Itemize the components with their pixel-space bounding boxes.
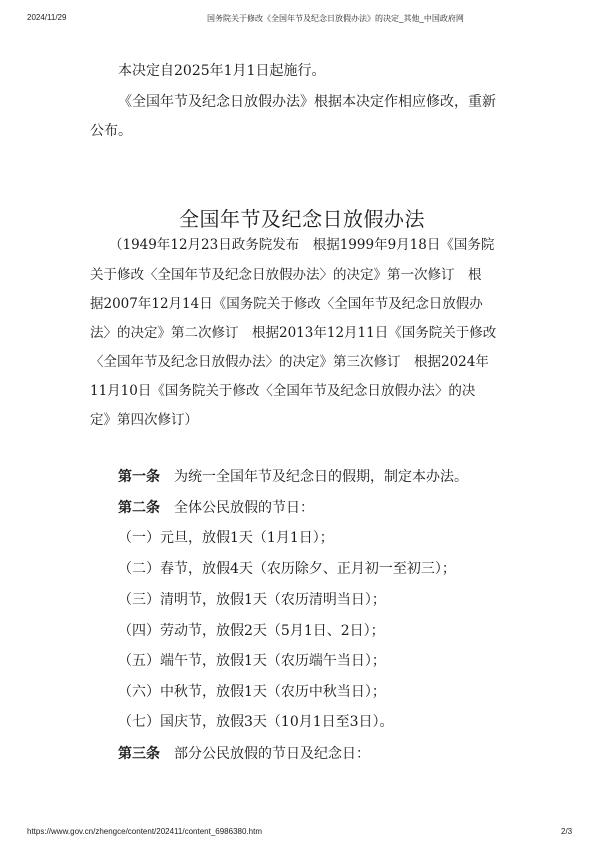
article-1-text: 为统一全国年节及纪念日的假期，制定本办法。 <box>174 469 468 485</box>
holiday-item-3: （三）清明节，放假1天（农历清明当日）； <box>118 592 386 608</box>
holiday-item-5: （五）端午节，放假1天（农历端午当日）； <box>118 653 386 669</box>
page-header-title: 国务院关于修改《全国年节及纪念日放假办法》的决定_其他_中国政府网 <box>207 14 464 23</box>
article-3 <box>118 746 370 762</box>
article-2 <box>118 500 314 516</box>
article-2-label: 第二条 <box>118 500 160 516</box>
history-line-6: 11月10日《国务院关于修改〈全国年节及纪念日放假办法〉的决 <box>90 383 476 399</box>
document-title: 全国年节及纪念日放假办法 <box>179 207 425 231</box>
intro-line-1: 本决定自2025年1月1日起施行。 <box>118 63 326 79</box>
history-line-5: 〈全国年节及纪念日放假办法〉的决定》第三次修订 根据2024年 <box>90 354 489 370</box>
intro-line-2: 《全国年节及纪念日放假办法》根据本决定作相应修改，重新 <box>118 94 496 110</box>
holiday-item-6: （六）中秋节，放假1天（农历中秋当日）； <box>118 684 386 700</box>
holiday-item-7: （七）国庆节，放假3天（10月1日至3日）。 <box>118 714 394 730</box>
history-line-3: 据2007年12月14日《国务院关于修改〈全国年节及纪念日放假办 <box>90 296 483 312</box>
article-3-label: 第三条 <box>118 746 160 762</box>
history-line-7: 定》第四次修订） <box>90 412 198 428</box>
intro-line-3: 公布。 <box>90 123 132 139</box>
article-1-label: 第一条 <box>118 469 160 485</box>
article-1 <box>118 469 468 485</box>
print-date: 2024/11/29 <box>27 13 67 22</box>
holiday-item-4: （四）劳动节，放假2天（5月1日、2日）； <box>118 623 385 639</box>
page-number: 2/3 <box>561 827 573 836</box>
holiday-item-2: （二）春节，放假4天（农历除夕、正月初一至初三）； <box>118 561 456 577</box>
page-url: https://www.gov.cn/zhengce/content/202411/content_6986380.htm <box>27 827 262 836</box>
history-line-4: 法〉的决定》第二次修订 根据2013年12月11日《国务院关于修改 <box>90 325 497 341</box>
history-line-2: 关于修改〈全国年节及纪念日放假办法〉的决定》第一次修订 根 <box>90 267 482 283</box>
article-3-text: 部分公民放假的节日及纪念日： <box>174 746 370 762</box>
holiday-item-1: （一）元旦，放假1天（1月1日）； <box>118 530 334 546</box>
history-line-1: （1949年12月23日政务院发布 根据1999年9月18日《国务院 <box>109 237 495 253</box>
article-2-text: 全体公民放假的节日： <box>174 500 314 516</box>
